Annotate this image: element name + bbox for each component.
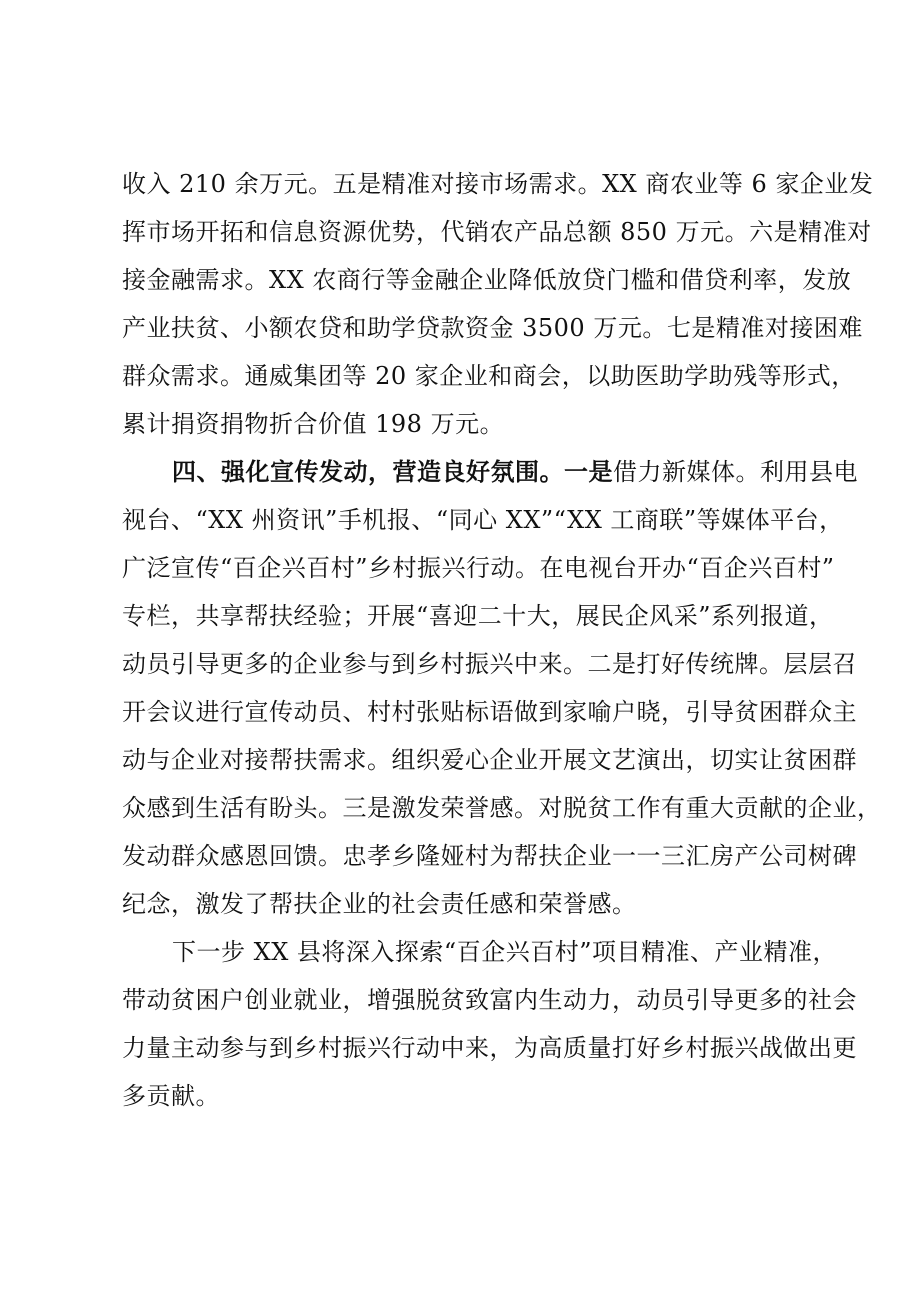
paragraph-2 xyxy=(122,448,882,928)
paragraph-line: 专栏，共享帮扶经验；开展“喜迎二十大，展民企风采”系列报道， xyxy=(122,602,834,630)
paragraph-first-line: 下一步 XX 县将深入探索“百企兴百村”项目精准、产业精准， xyxy=(172,938,837,966)
paragraph-line: 群众需求。通威集团等 20 家企业和商会，以助医助学助残等形式， xyxy=(122,362,856,390)
paragraph-line: 发动群众感恩回馈。忠孝乡隆娅村为帮扶企业一一三汇房产公司树碑 xyxy=(122,842,857,870)
paragraph-line: 挥市场开拓和信息资源优势，代销农产品总额 850 万元。六是精准对 xyxy=(122,218,872,246)
document-body xyxy=(122,160,882,1120)
paragraph-line: 接金融需求。XX 农商行等金融企业降低放贷门槛和借贷利率，发放 xyxy=(122,266,852,294)
paragraph-line: 产业扶贫、小额农贷和助学贷款资金 3500 万元。七是精准对接困难 xyxy=(122,314,863,342)
paragraph-line: 多贡献。 xyxy=(122,1082,220,1110)
paragraph-line: 力量主动参与到乡村振兴行动中来，为高质量打好乡村振兴战做出更 xyxy=(122,1034,857,1062)
paragraph-line: 动员引导更多的企业参与到乡村振兴中来。二是打好传统牌。层层召 xyxy=(122,650,857,678)
paragraph-3 xyxy=(122,928,857,1120)
paragraph-1 xyxy=(122,160,874,448)
paragraph-line: 纪念，激发了帮扶企业的社会责任感和荣誉感。 xyxy=(122,890,637,918)
paragraph-line: 带动贫困户创业就业，增强脱贫致富内生动力，动员引导更多的社会 xyxy=(122,986,857,1014)
paragraph-first-line xyxy=(122,448,858,496)
paragraph-line: 累计捐资捐物折合价值 198 万元。 xyxy=(122,410,505,438)
paragraph-line: 众感到生活有盼头。三是激发荣誉感。对脱贫工作有重大贡献的企业， xyxy=(122,794,882,822)
paragraph-text: 借力新媒体。利用县电 xyxy=(613,458,858,486)
paragraph-line: 动与企业对接帮扶需求。组织爱心企业开展文艺演出，切实让贫困群 xyxy=(122,746,857,774)
paragraph-line: 广泛宣传“百企兴百村”乡村振兴行动。在电视台开办“百企兴百村” xyxy=(122,554,835,582)
paragraph-line: 视台、“XX 州资讯”手机报、“同心 XX”“XX 工商联”等媒体平台， xyxy=(122,506,844,534)
sub-heading-marker: 一是 xyxy=(564,458,613,486)
paragraph-line: 开会议进行宣传动员、村村张贴标语做到家喻户晓，引导贫困群众主 xyxy=(122,698,857,726)
section-heading: 四、强化宣传发动，营造良好氛围。 xyxy=(172,458,564,486)
paragraph-line: 收入 210 余万元。五是精准对接市场需求。XX 商农业等 6 家企业发 xyxy=(122,170,874,198)
